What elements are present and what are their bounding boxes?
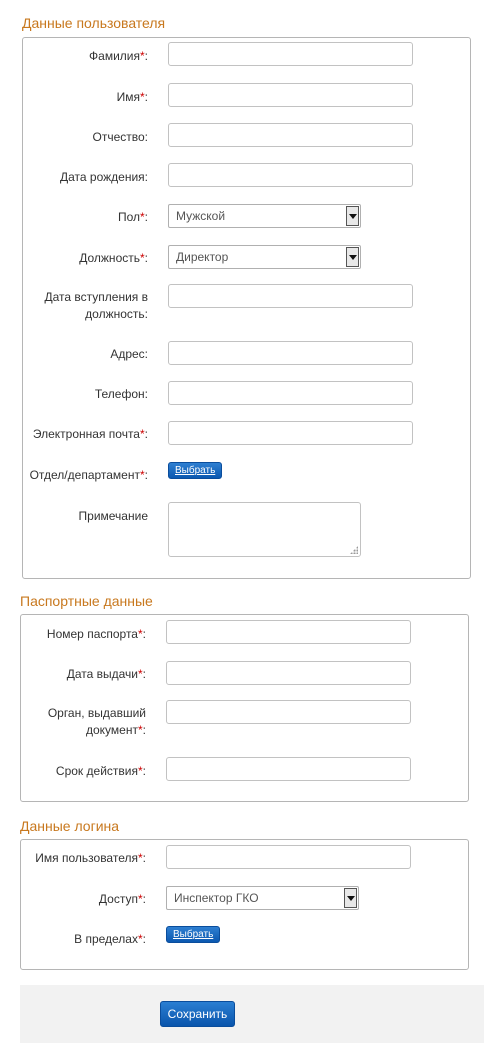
position-select[interactable] (168, 245, 361, 269)
save-button[interactable]: Сохранить (160, 1001, 235, 1027)
login-section-title: Данные логина (20, 818, 120, 834)
access-select[interactable] (166, 886, 359, 910)
scope-select-button[interactable]: Выбрать (166, 926, 220, 943)
form-footer (20, 985, 484, 1043)
start-date-label: Дата вступления в должность: (44, 290, 148, 321)
username-label: Имя пользователя*: (35, 851, 146, 865)
patronymic-label: Отчество: (92, 130, 148, 144)
note-textarea[interactable] (168, 502, 361, 557)
phone-label: Телефон: (94, 387, 148, 401)
access-label: Доступ*: (98, 892, 146, 906)
position-select-value: Директор (176, 250, 229, 264)
username-input[interactable] (166, 845, 411, 869)
passport-section-box (20, 614, 469, 802)
chevron-down-icon[interactable] (346, 247, 359, 267)
passport-number-label: Номер паспорта*: (46, 627, 146, 641)
chevron-down-icon[interactable] (346, 206, 359, 226)
birthdate-label: Дата рождения: (60, 170, 148, 184)
department-label: Отдел/департамент*: (29, 468, 148, 482)
name-label: Имя*: (116, 90, 148, 104)
issuer-input[interactable] (166, 700, 411, 724)
patronymic-input[interactable] (168, 123, 413, 147)
access-select-value: Инспектор ГКО (174, 891, 259, 905)
birthdate-input[interactable] (168, 163, 413, 187)
gender-select[interactable] (168, 204, 361, 228)
note-label: Примечание (78, 509, 148, 523)
passport-section-title: Паспортные данные (20, 593, 153, 609)
issue-date-label: Дата выдачи*: (66, 667, 146, 681)
position-label: Должность*: (79, 251, 148, 265)
start-date-input[interactable] (168, 284, 413, 308)
address-label: Адрес: (110, 347, 148, 361)
address-input[interactable] (168, 341, 413, 365)
validity-label: Срок действия*: (55, 764, 146, 778)
phone-input[interactable] (168, 381, 413, 405)
gender-label: Пол*: (117, 210, 148, 224)
chevron-down-icon[interactable] (344, 888, 357, 908)
email-label: Электронная почта*: (32, 427, 148, 441)
name-input[interactable] (168, 83, 413, 107)
issuer-label: Орган, выдавший документ*: (47, 706, 146, 737)
passport-number-input[interactable] (166, 620, 411, 644)
login-section-box (20, 839, 469, 970)
department-select-button[interactable]: Выбрать (168, 462, 222, 479)
validity-input[interactable] (166, 757, 411, 781)
surname-label: Фамилия*: (89, 49, 148, 63)
user-section-title: Данные пользователя (22, 15, 166, 31)
email-input[interactable] (168, 421, 413, 445)
scope-label: В пределах*: (74, 932, 146, 946)
surname-input[interactable] (168, 42, 413, 66)
issue-date-input[interactable] (166, 661, 411, 685)
user-section-box (22, 37, 471, 579)
gender-select-value: Мужской (176, 209, 226, 223)
